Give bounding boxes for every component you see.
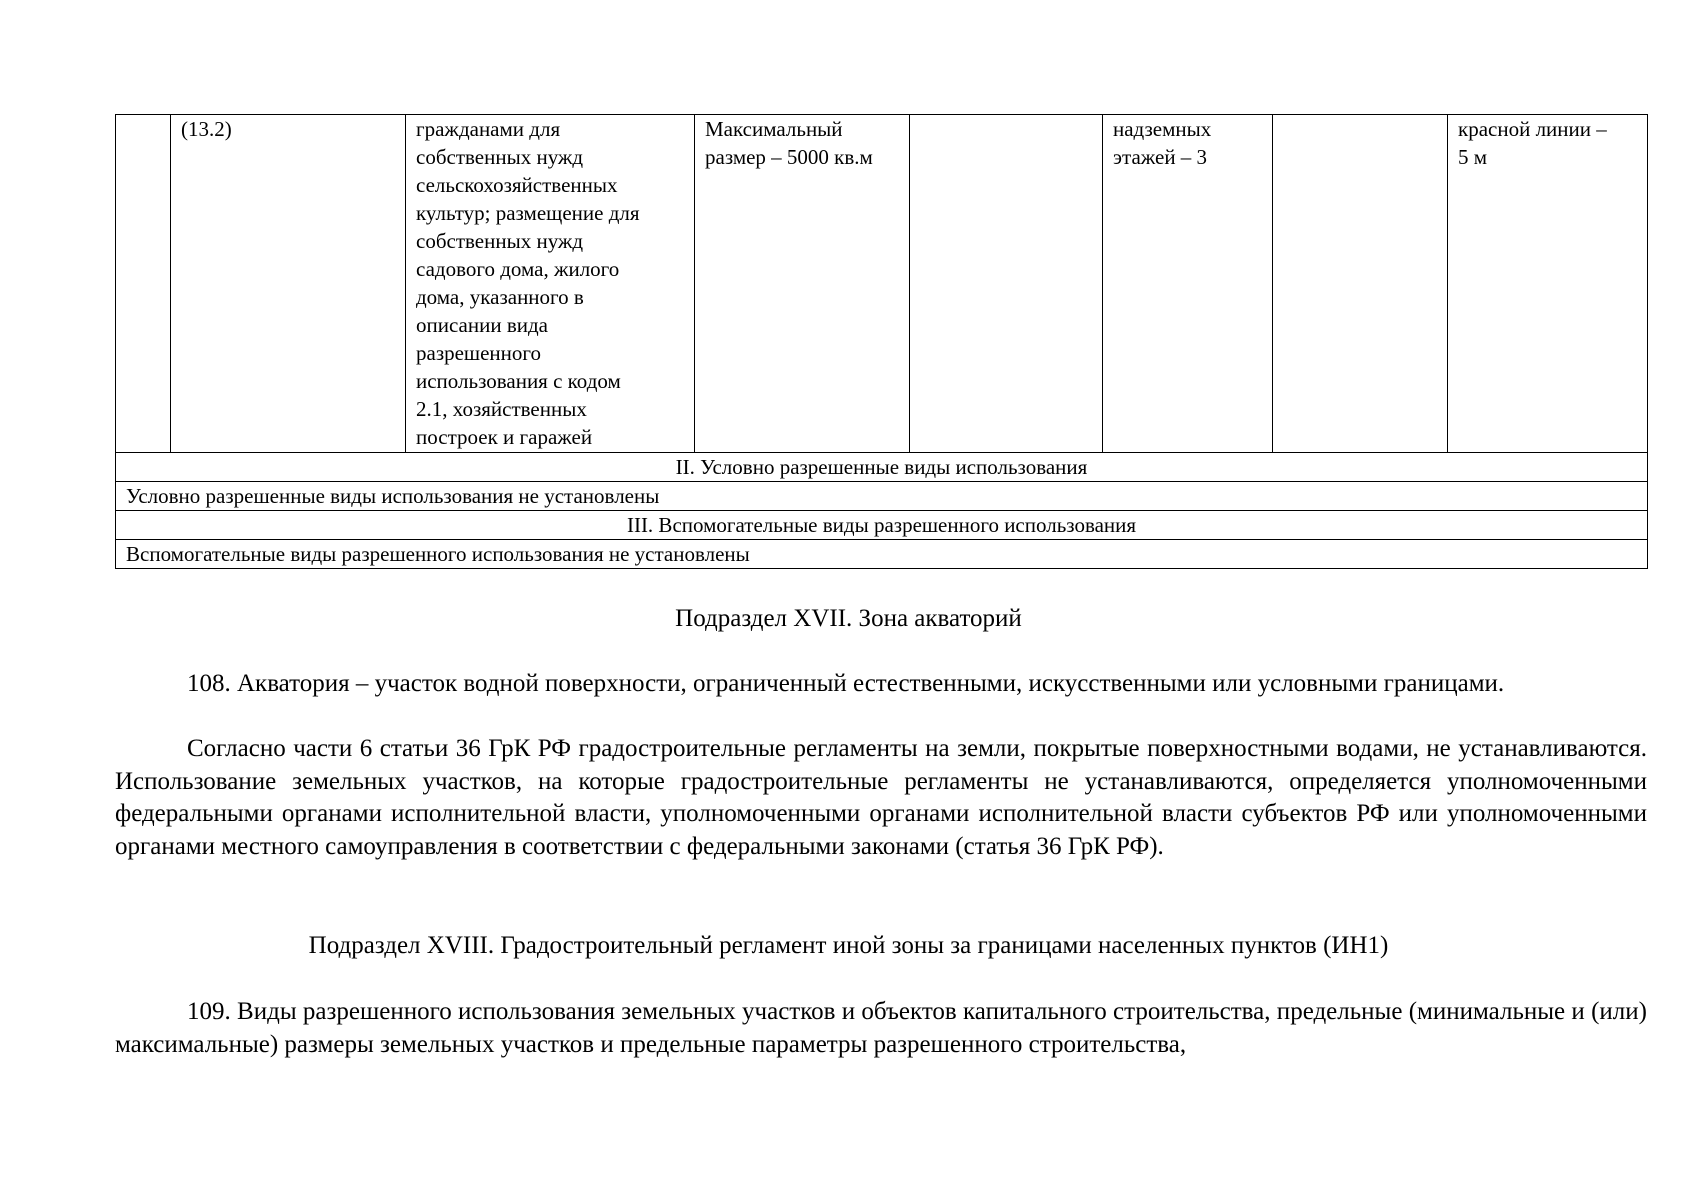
table-cell-code: (13.2)	[171, 115, 406, 453]
table-cell-setback: красной линии – 5 м	[1448, 115, 1648, 453]
table-cell-floors: надземных этажей – 3	[1103, 115, 1273, 453]
table-cell-empty	[1273, 115, 1448, 453]
table-section-row	[116, 540, 1648, 569]
table-cell-empty	[910, 115, 1103, 453]
section-3-text: Вспомогательные виды разрешенного использования не установлены	[116, 540, 1648, 569]
table-section-header	[116, 511, 1648, 540]
section-2-header: II. Условно разрешенные виды использования	[116, 453, 1648, 482]
paragraph-water-regulation: Согласно части 6 статьи 36 ГрК РФ градостроительные регламенты на земли, покрытые поверхностными водами, не устанавливаются. Использование земельных участков, на которые градостроительные регламенты не устанавливаются, определяется уполномоченными федеральными органами исполнительной власти, уполномоченными органами исполнительной власти субъектов РФ или уполномоченными органами местного самоуправления в соответствии с федеральными законами (статья 36 ГрК РФ).	[115, 735, 1647, 860]
table-cell-description: гражданами для собственных нужд сельскохозяйственных культур; размещение для собственных нужд садового дома, жилого дома, указанного в описании вида разрешенного использования с кодом 2.1, хозяйственных построек и гаражей	[406, 115, 695, 453]
section-3-header: III. Вспомогательные виды разрешенного использования	[116, 511, 1648, 540]
subsection-17-title: Подраздел XVII. Зона акваторий	[675, 605, 1022, 632]
regulation-table	[115, 114, 1648, 569]
subsection-18-title: Подраздел XVIII. Градостроительный регламент иной зоны за границами населенных пунктов (ИН1)	[308, 932, 1389, 959]
paragraph-109: 109. Виды разрешенного использования земельных участков и объектов капитального строительства, предельные (минимальные и (или) максимальные) размеры земельных участков и предельные параметры разрешенного строительства,	[115, 998, 1647, 1058]
table-section-row	[116, 482, 1648, 511]
section-2-text: Условно разрешенные виды использования не установлены	[116, 482, 1648, 511]
paragraph-108: 108. Акватория – участок водной поверхности, ограниченный естественными, искусственными или условными границами.	[187, 670, 1505, 697]
table-cell-number	[116, 115, 171, 453]
table-cell-plot-size: Максимальный размер – 5000 кв.м	[695, 115, 910, 453]
table-row	[116, 115, 1648, 453]
table-section-header	[116, 453, 1648, 482]
